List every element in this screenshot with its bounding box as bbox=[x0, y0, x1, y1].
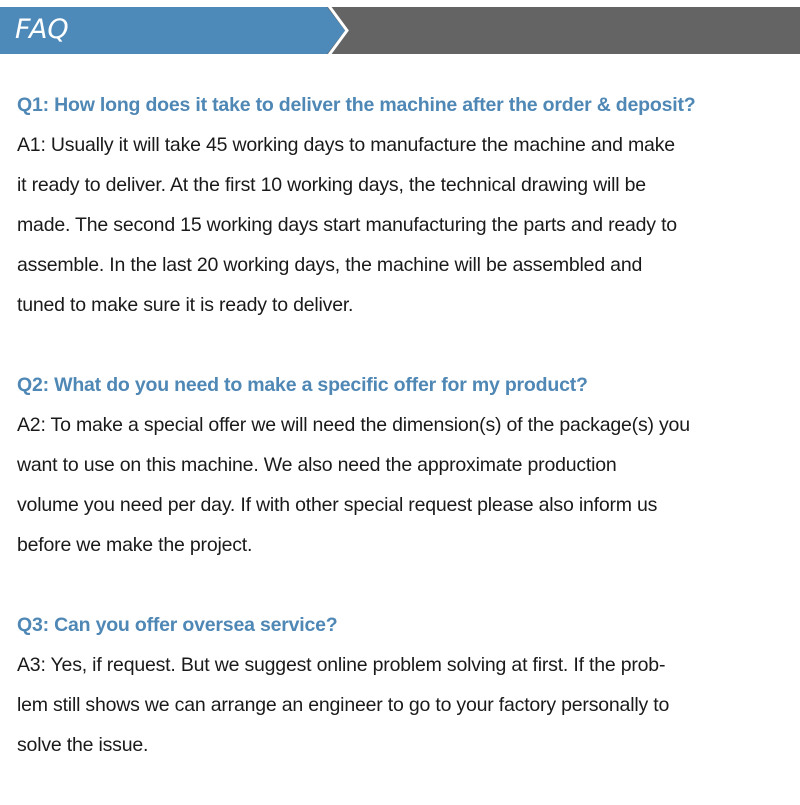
answer-line: A2: To make a special offer we will need the dimension(s) of the package(s) you bbox=[17, 414, 690, 436]
faq-list bbox=[17, 85, 787, 805]
faq-question: Q2: What do you need to make a specific offer for my product? bbox=[17, 374, 588, 396]
faq-item-2 bbox=[17, 365, 787, 565]
answer-line: it ready to deliver. At the first 10 working days, the technical drawing will be bbox=[17, 174, 646, 196]
faq-item-1 bbox=[17, 85, 787, 325]
faq-question: Q1: How long does it take to deliver the machine after the order & deposit? bbox=[17, 94, 696, 116]
faq-item-3 bbox=[17, 605, 787, 765]
banner-chevron-shape bbox=[0, 7, 800, 54]
answer-line: solve the issue. bbox=[17, 734, 149, 756]
faq-answer bbox=[17, 645, 787, 765]
answer-line: tuned to make sure it is ready to deliver. bbox=[17, 294, 354, 316]
answer-line: assemble. In the last 20 working days, the machine will be assembled and bbox=[17, 254, 643, 276]
answer-line: volume you need per day. If with other special request please also inform us bbox=[17, 494, 658, 516]
faq-question: Q3: Can you offer oversea service? bbox=[17, 614, 338, 636]
answer-line: A1: Usually it will take 45 working days to manufacture the machine and make bbox=[17, 134, 675, 156]
answer-line: A3: Yes, if request. But we suggest online problem solving at first. If the prob- bbox=[17, 654, 666, 676]
answer-line: lem still shows we can arrange an engineer to go to your factory personally to bbox=[17, 694, 670, 716]
faq-answer bbox=[17, 405, 787, 565]
faq-answer bbox=[17, 125, 787, 325]
banner-title: FAQ bbox=[15, 14, 69, 45]
faq-banner bbox=[0, 7, 800, 54]
answer-line: want to use on this machine. We also need the approximate production bbox=[17, 454, 617, 476]
answer-line: made. The second 15 working days start manufacturing the parts and ready to bbox=[17, 214, 677, 236]
answer-line: before we make the project. bbox=[17, 534, 253, 556]
